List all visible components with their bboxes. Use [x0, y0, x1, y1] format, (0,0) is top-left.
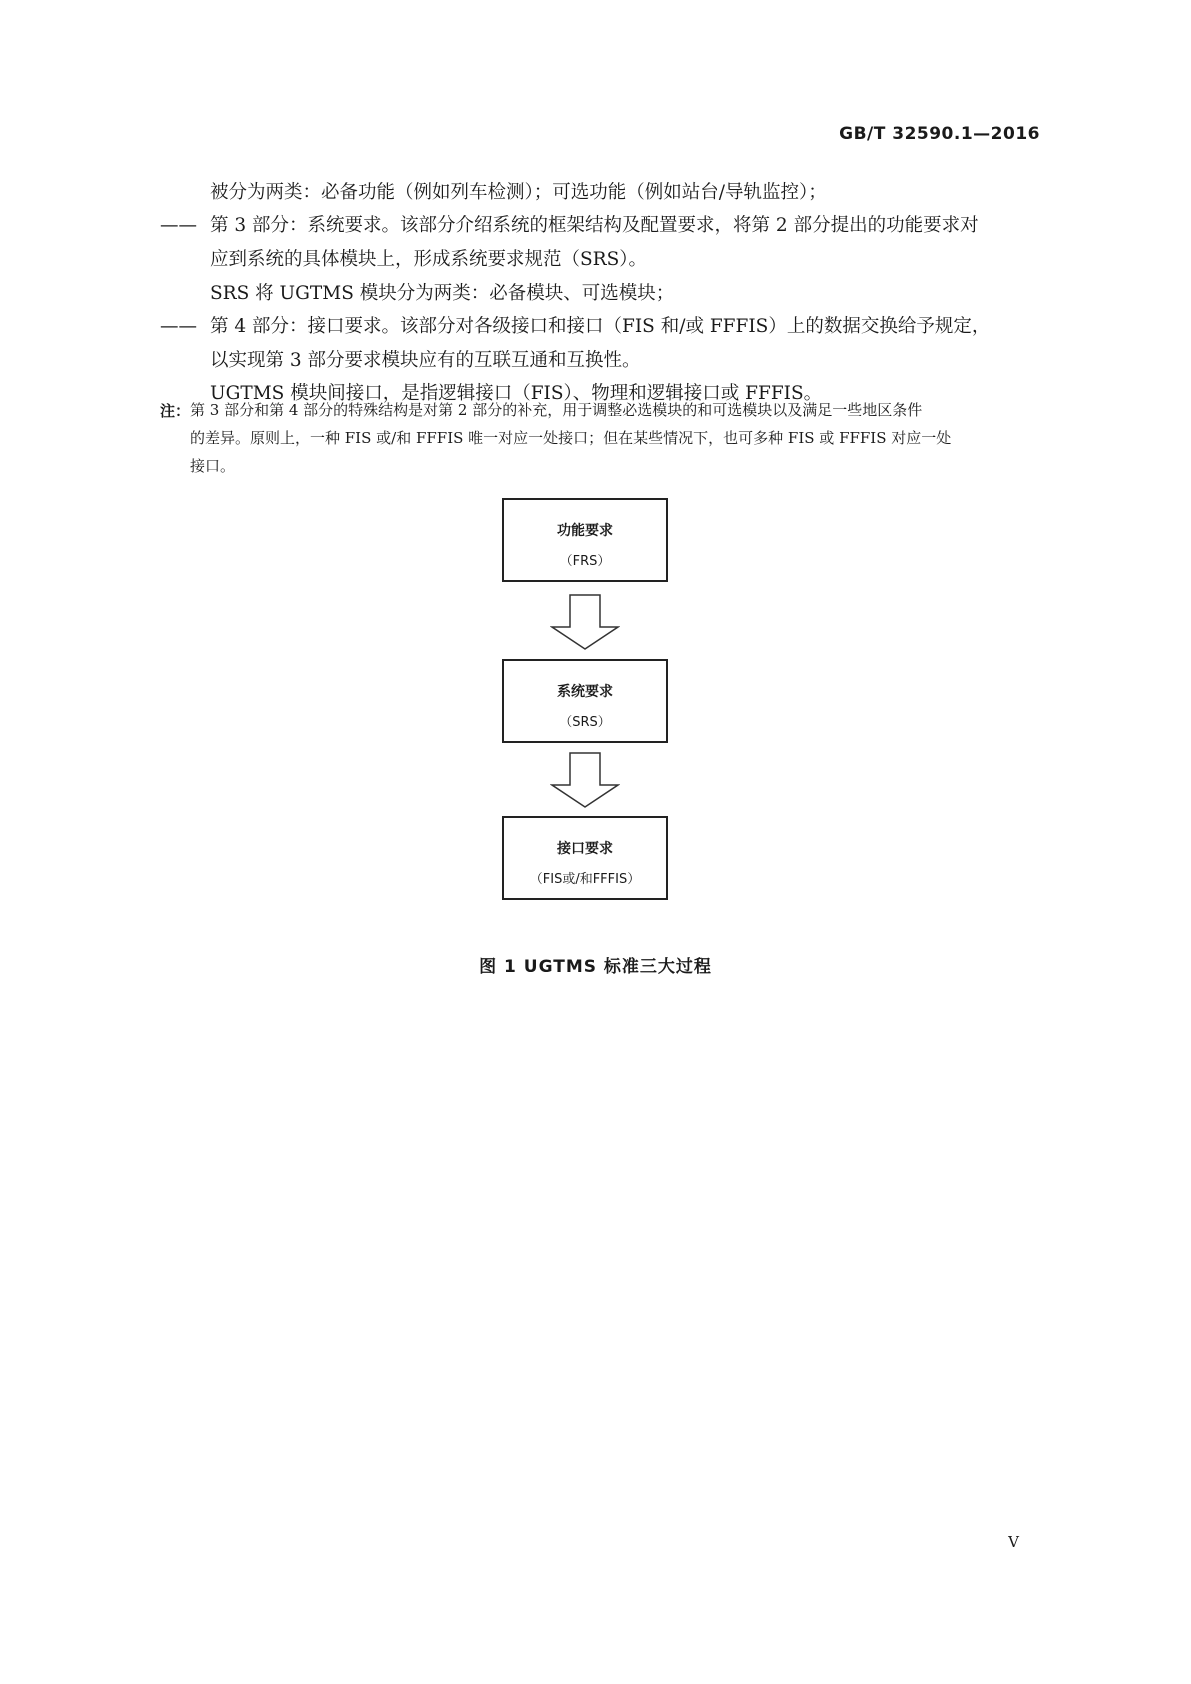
page-number: V	[1008, 1533, 1019, 1551]
down-arrow-icon	[550, 752, 620, 808]
flow-box-subtitle: （FRS）	[559, 554, 611, 569]
standard-code: GB/T 32590.1—2016	[839, 124, 1040, 144]
flow-box-subtitle: （SRS）	[559, 715, 611, 730]
flow-box-title: 接口要求	[557, 841, 613, 857]
part4-line-1: 第 4 部分：接口要求。该部分对各级接口和接口（FIS 和/或 FFFIS）上的数据交换给予规定，	[210, 316, 991, 337]
list-dash-part4: ——	[160, 316, 197, 337]
flow-box-title: 功能要求	[557, 523, 613, 539]
note-line-1: 第 3 部分和第 4 部分的特殊结构是对第 2 部分的补充，用于调整必选模块的和可选模块以及满足一些地区条件	[190, 401, 923, 419]
interface-line: UGTMS 模块间接口，是指逻辑接口（FIS）、物理和逻辑接口或 FFFIS。	[210, 383, 823, 404]
figure-caption: 图 1 UGTMS 标准三大过程	[479, 957, 712, 977]
down-arrow-icon	[550, 594, 620, 650]
flow-box-title: 系统要求	[557, 684, 613, 700]
flow-box-srs	[502, 659, 668, 743]
note-label: 注：	[160, 402, 191, 420]
note-line-2: 的差异。原则上，一种 FIS 或/和 FFFIS 唯一对应一处接口；但在某些情况下，也可多种 FIS 或 FFFIS 对应一处	[190, 429, 952, 447]
flow-box-subtitle: （FIS或/和FFFIS）	[529, 872, 641, 887]
part3-line-1: 第 3 部分：系统要求。该部分介绍系统的框架结构及配置要求，将第 2 部分提出的功能要求对	[210, 215, 979, 236]
part3-line-2: 应到系统的具体模块上，形成系统要求规范（SRS）。	[210, 249, 648, 270]
flow-box-interface	[502, 816, 668, 900]
note-line-3: 接口。	[190, 457, 236, 475]
body-line-categories: 被分为两类：必备功能（例如列车检测）；可选功能（例如站台/导轨监控）；	[210, 182, 827, 203]
list-dash-part3: ——	[160, 215, 197, 236]
srs-line: SRS 将 UGTMS 模块分为两类：必备模块、可选模块；	[210, 283, 675, 304]
part4-line-2: 以实现第 3 部分要求模块应有的互联互通和互换性。	[210, 350, 641, 371]
flow-box-frs	[502, 498, 668, 582]
